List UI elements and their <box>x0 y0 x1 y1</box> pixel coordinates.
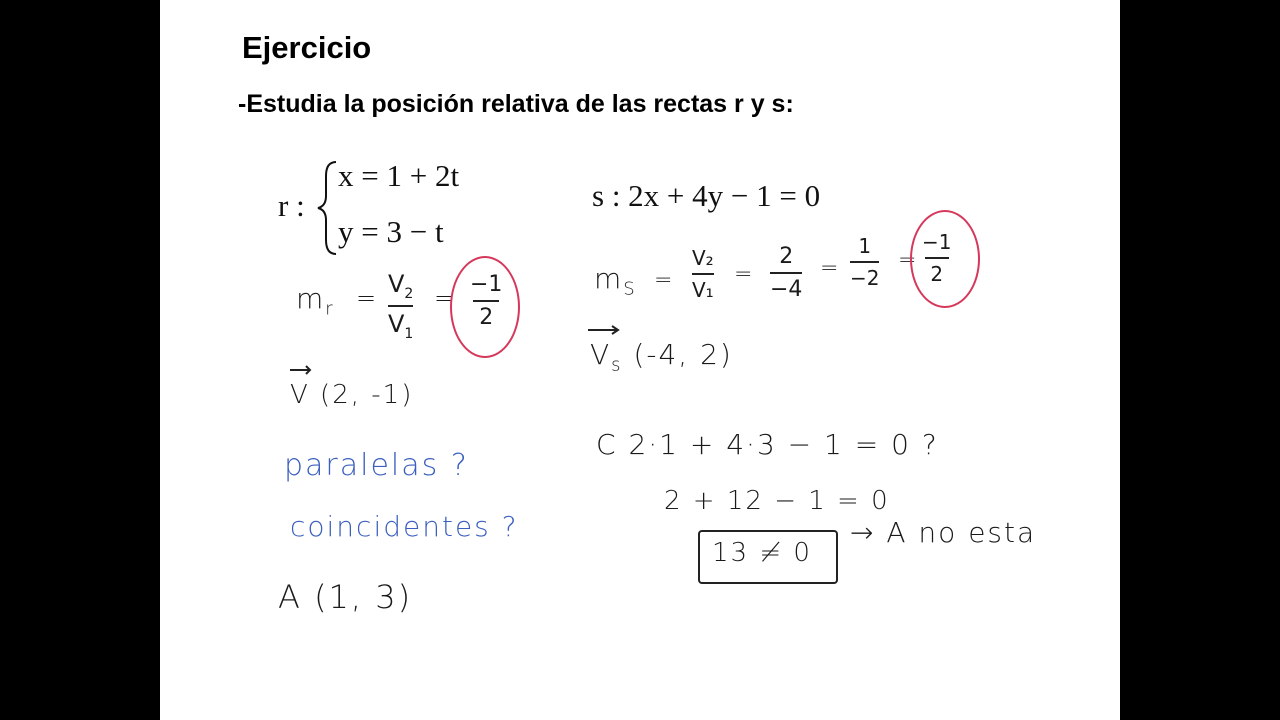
conclusion: → A no esta <box>850 516 1037 549</box>
equals-sign: = <box>654 268 675 293</box>
line-r-name: r : <box>278 188 305 223</box>
ms-fraction-3: 1 −2 <box>850 234 880 290</box>
slide-subtitle: -Estudia la posición relativa de las rectas r y s: <box>238 90 794 118</box>
ms-result-fraction: −1 2 <box>922 230 952 286</box>
vector-r: V (2, -1) <box>290 380 414 410</box>
mr-label: $m_r$ <box>296 282 335 320</box>
equals-sign: = <box>820 256 841 281</box>
equals-sign: = <box>356 284 379 312</box>
equals-sign: = <box>734 262 755 287</box>
ms-fraction-1: V₂ V₁ <box>692 246 714 302</box>
line-r-eq-x: x = 1 + 2t <box>338 158 460 193</box>
mr-fraction: $V_2$ $V_1$ <box>388 270 414 342</box>
equals-sign: = <box>434 284 457 312</box>
vector-s: $V_s$ (-4, 2) <box>590 338 733 376</box>
ms-fraction-2: 2 −4 <box>770 244 803 302</box>
point-a: A (1, 3) <box>278 578 413 616</box>
slide-title: Ejercicio <box>242 30 372 65</box>
ms-label: $m_S$ <box>594 262 637 300</box>
coincidentes-question: coincidentes ? <box>290 510 519 543</box>
equals-sign: = <box>898 248 919 273</box>
line-s-equation: s : 2x + 4y − 1 = 0 <box>592 178 821 213</box>
slide-page <box>160 0 1120 720</box>
sum-line: 2 + 12 − 1 = 0 <box>664 486 890 516</box>
mr-result-fraction: −1 2 <box>470 272 503 330</box>
boxed-result: 13 ≠ 0 <box>712 538 812 568</box>
line-r-eq-y: y = 3 − t <box>338 214 444 249</box>
paralelas-question: paralelas ? <box>284 448 469 483</box>
check-line: C 2·1 + 4·3 − 1 = 0 ? <box>596 428 939 461</box>
